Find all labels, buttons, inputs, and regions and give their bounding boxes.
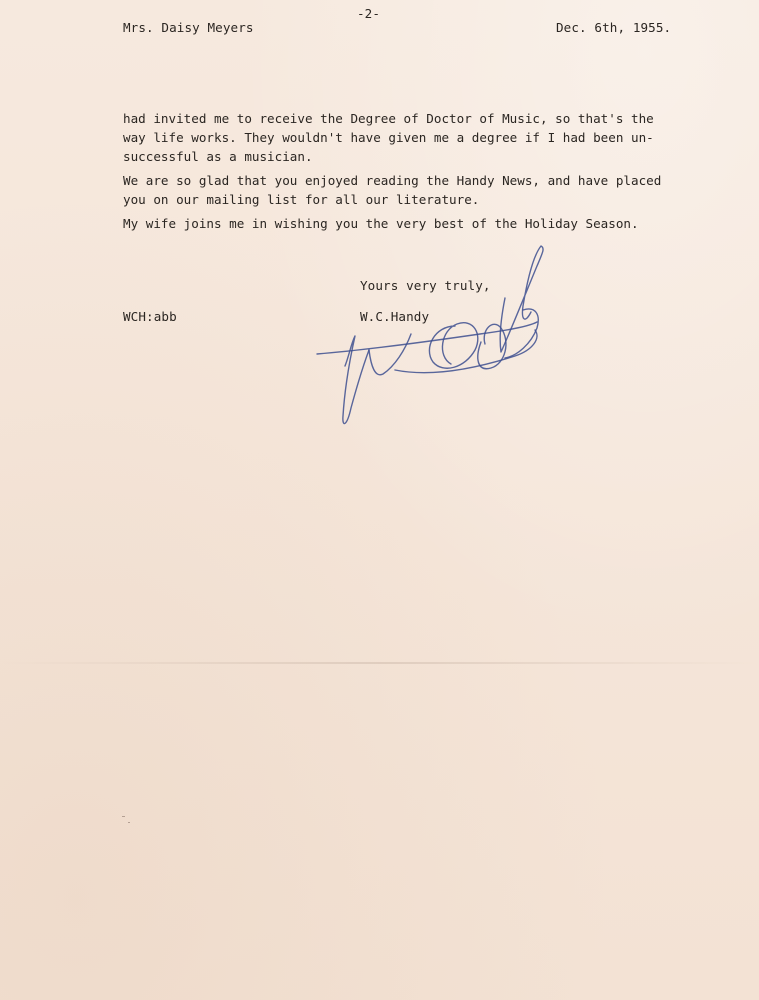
closing-salutation: Yours very truly, bbox=[360, 278, 491, 293]
body-paragraph-2 bbox=[123, 171, 661, 209]
recipient-name: Mrs. Daisy Meyers bbox=[123, 20, 254, 35]
typed-signature-name: W.C.Handy bbox=[360, 309, 430, 324]
body-line: had invited me to receive the Degree of Doctor of Music, so that's the bbox=[123, 111, 654, 126]
body-line: My wife joins me in wishing you the very best of the Holiday Season. bbox=[123, 216, 639, 231]
body-line: way life works. They wouldn't have given me a degree if I had been un- bbox=[123, 130, 654, 145]
body-paragraph-3 bbox=[123, 214, 639, 233]
typist-initials: WCH:abb bbox=[123, 309, 177, 324]
page-number: -2- bbox=[357, 6, 381, 21]
body-line: successful as a musician. bbox=[123, 149, 313, 164]
body-paragraph-1 bbox=[123, 109, 654, 166]
body-line: We are so glad that you enjoyed reading the Handy News, and have placed bbox=[123, 173, 662, 188]
body-line: you on our mailing list for all our literature. bbox=[123, 192, 480, 207]
paper-fold-line bbox=[0, 662, 759, 664]
paper-speck bbox=[122, 816, 125, 817]
handwritten-signature bbox=[305, 238, 555, 438]
letter-date: Dec. 6th, 1955. bbox=[556, 20, 672, 35]
paper-speck bbox=[128, 822, 130, 823]
